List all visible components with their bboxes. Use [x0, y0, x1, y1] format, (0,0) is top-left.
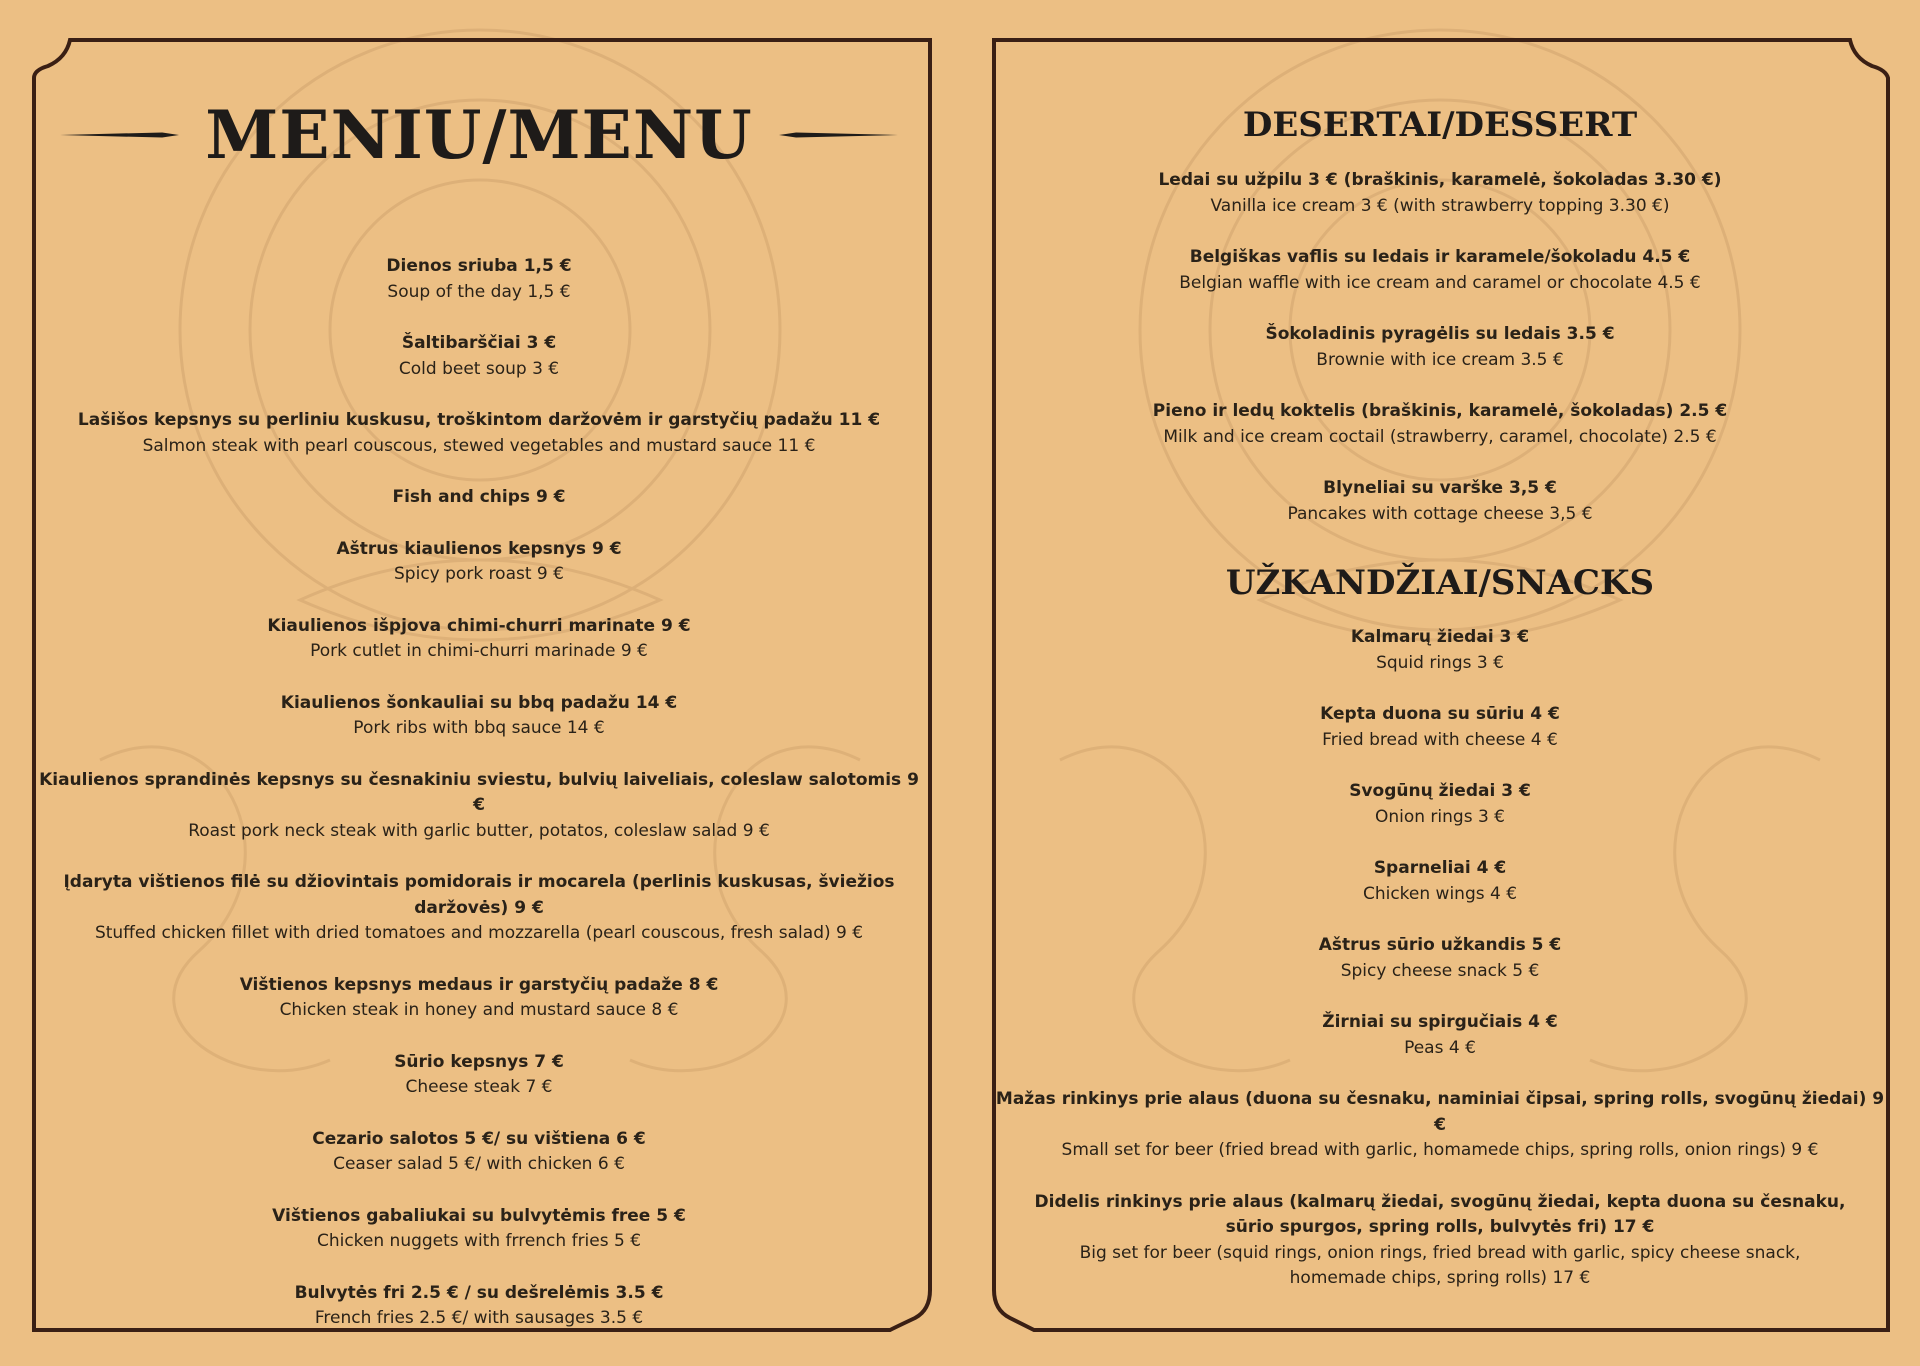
right-page — [993, 60, 1887, 1318]
menu-item — [993, 476, 1887, 527]
menu-item-name-en: Big set for beer (squid rings, onion rings, fried bread with garlic, spicy cheese snack, — [1079, 1242, 1801, 1263]
menu-item-name-en: Onion rings 3 € — [1374, 806, 1506, 827]
menu-item-name-en: Spicy cheese snack 5 € — [1340, 960, 1540, 981]
main-menu-list — [34, 254, 924, 1332]
menu-item-name-en: Belgian waffle with ice cream and caramel or chocolate 4.5 € — [1179, 272, 1701, 293]
menu-item-name-lt: Įdaryta vištienos filė su džiovintais pomidorais ir mocarela (perlinis kuskusas, šviežios daržovės) 9 € — [63, 872, 895, 918]
menu-item-name-en: Fried bread with cheese 4 € — [1322, 729, 1558, 750]
menu-item-name-en: Peas 4 € — [1404, 1037, 1476, 1058]
menu-item-name-lt: Fish and chips 9 € — [392, 487, 566, 507]
title-ornament-right — [779, 131, 898, 139]
menu-item-name-lt: Pieno ir ledų koktelis (braškinis, karamelė, šokoladas) 2.5 € — [1152, 401, 1728, 421]
menu-item-name-en: Brownie with ice cream 3.5 € — [1316, 349, 1564, 370]
menu-item-name-lt: Lašišos kepsnys su perliniu kuskusu, troškintom daržovėm ir garstyčių padažu 11 € — [77, 410, 881, 430]
menu-item-name-lt: Mažas rinkinys prie alaus (duona su česnaku, naminiai čipsai, spring rolls, svogūnų žiedai) 9 € — [995, 1089, 1885, 1135]
menu-item-name-en: Spicy pork roast 9 € — [394, 564, 564, 584]
menu-item-name-en: French fries 2.5 €/ with sausages 3.5 € — [314, 1308, 644, 1328]
menu-item-name-en: Ceaser salad 5 €/ with chicken 6 € — [333, 1154, 625, 1174]
menu-item-name-lt: Vištienos kepsnys medaus ir garstyčių padaže 8 € — [239, 974, 719, 995]
menu-item-name-lt: Sūrio kepsnys 7 € — [394, 1051, 564, 1072]
menu-item-name-en: Cold beet soup 3 € — [398, 358, 560, 379]
menu-item-name-en: Milk and ice cream coctail (strawberry, caramel, chocolate) 2.5 € — [1163, 426, 1717, 447]
title-row — [34, 60, 924, 210]
menu-item — [993, 1010, 1887, 1061]
menu-item — [34, 870, 924, 947]
menu-item-name-lt: Sparneliai 4 € — [1373, 858, 1507, 878]
snacks-title: UŽKANDŽIAI/SNACKS — [1225, 563, 1655, 603]
menu-item — [993, 702, 1887, 753]
menu-item — [34, 768, 924, 845]
menu-item-name-en: Small set for beer (fried bread with garlic, homamede chips, spring rolls, onion rings) 9 € — [1061, 1140, 1819, 1160]
menu-item-name-lt: Žirniai su spirgučiais 4 € — [1322, 1012, 1558, 1032]
menu-item — [34, 254, 924, 305]
menu-item-name-lt: Cezario salotos 5 €/ su vištiena 6 € — [312, 1128, 646, 1149]
menu-item-name-lt: Dienos sriuba 1,5 € — [386, 256, 572, 276]
menu-item — [993, 1190, 1887, 1292]
menu-item-name-lt: Kepta duona su sūriu 4 € — [1320, 704, 1560, 724]
menu-item — [34, 614, 924, 665]
menu-item-name-lt: Bulvytės fri 2.5 € / su dešrelėmis 3.5 € — [294, 1282, 664, 1303]
menu-item-name-en: Pork cutlet in chimi-churri marinade 9 € — [310, 641, 648, 661]
menu-item — [993, 399, 1887, 450]
menu-item-name-lt: Belgiškas vaflis su ledais ir karamele/šokoladu 4.5 € — [1189, 247, 1691, 267]
menu-item — [34, 973, 924, 1024]
menu-item — [993, 625, 1887, 676]
menu-item-name-en: Pancakes with cottage cheese 3,5 € — [1287, 503, 1593, 524]
menu-item-name-lt: Kalmarų žiedai 3 € — [1350, 627, 1530, 647]
menu-item — [993, 779, 1887, 830]
menu-item-name-lt: Kiaulienos šonkauliai su bbq padažu 14 € — [280, 692, 678, 713]
menu-item-name-lt: Šaltibarščiai 3 € — [401, 333, 557, 353]
menu-item-name-en: Stuffed chicken fillet with dried tomatoes and mozzarella (pearl couscous, fresh salad) 9 € — [94, 923, 864, 943]
menu-item-name-en: Chicken nuggets with frrench fries 5 € — [316, 1231, 642, 1251]
menu-item-name-en: homemade chips, spring rolls) 17 € — [1289, 1268, 1591, 1288]
menu-item — [34, 691, 924, 742]
menu-item-name-en: Chicken steak in honey and mustard sauce 8 € — [279, 1000, 679, 1020]
title-ornament-left — [60, 131, 179, 139]
menu-item — [993, 856, 1887, 907]
menu-item-name-lt: Svogūnų žiedai 3 € — [1349, 781, 1531, 801]
menu-item-name-en: Squid rings 3 € — [1376, 652, 1504, 673]
left-page — [34, 60, 924, 1358]
menu-item-name-lt: sūrio spurgos, spring rolls, bulvytės fri) 17 € — [1225, 1217, 1655, 1237]
desserts-list — [993, 168, 1887, 527]
menu-item-name-lt: Ledai su užpilu 3 € (braškinis, karamelė, šokoladas 3.30 €) — [1158, 170, 1722, 190]
menu-item-name-lt: Blyneliai su varške 3,5 € — [1323, 478, 1557, 498]
menu-item — [34, 537, 924, 588]
menu-item — [993, 168, 1887, 219]
menu-item-name-lt: Šokoladinis pyragėlis su ledais 3.5 € — [1265, 324, 1615, 344]
menu-item-name-en: Cheese steak 7 € — [405, 1077, 553, 1097]
desserts-title: DESERTAI/DESSERT — [1242, 105, 1638, 145]
menu-item-name-lt: Kiaulienos išpjova chimi-churri marinate 9 € — [267, 615, 691, 636]
menu-item-name-lt: Aštrus sūrio užkandis 5 € — [1318, 935, 1562, 955]
menu-item-name-en: Chicken wings 4 € — [1362, 883, 1518, 904]
menu-item-name-lt: Didelis rinkinys prie alaus (kalmarų žiedai, svogūnų žiedai, kepta duona su česnaku, — [1034, 1191, 1846, 1212]
menu-item — [34, 331, 924, 382]
menu-item — [993, 245, 1887, 296]
menu-item — [34, 1050, 924, 1101]
menu-item — [34, 485, 924, 511]
menu-item — [34, 1204, 924, 1255]
menu-item-name-en: Roast pork neck steak with garlic butter, potatos, coleslaw salad 9 € — [188, 820, 770, 841]
menu-item — [34, 1281, 924, 1332]
menu-item-name-en: Salmon steak with pearl couscous, stewed vegetables and mustard sauce 11 € — [142, 435, 816, 456]
menu-item-name-en: Vanilla ice cream 3 € (with strawberry topping 3.30 €) — [1210, 195, 1670, 216]
menu-item — [34, 408, 924, 459]
menu-item-name-lt: Vištienos gabaliukai su bulvytėmis free 5 € — [272, 1205, 686, 1226]
menu-item-name-en: Soup of the day 1,5 € — [387, 281, 571, 302]
menu-item — [993, 322, 1887, 373]
menu-item-name-lt: Aštrus kiaulienos kepsnys 9 € — [336, 538, 622, 559]
menu-item — [993, 933, 1887, 984]
menu-item — [34, 1127, 924, 1178]
snacks-list — [993, 625, 1887, 1292]
menu-item — [993, 1087, 1887, 1164]
menu-item-name-lt: Kiaulienos sprandinės kepsnys su česnakiniu sviestu, bulvių laiveliais, coleslaw salotomis 9 € — [39, 769, 919, 815]
menu-item-name-en: Pork ribs with bbq sauce 14 € — [353, 718, 605, 738]
page-title: MENIU/MENU — [205, 96, 753, 174]
